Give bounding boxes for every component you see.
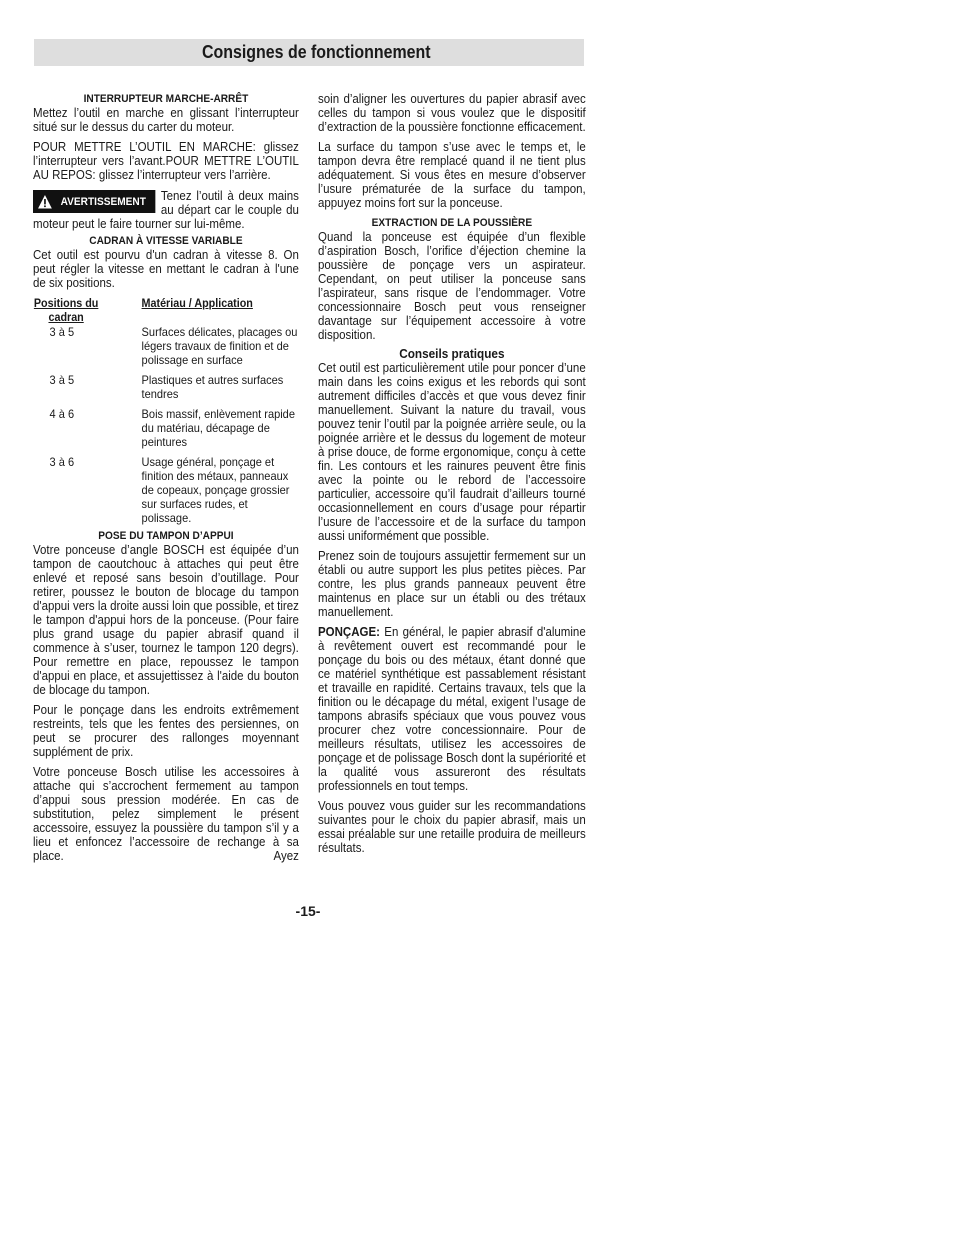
switch-paragraph: Mettez l’outil en marche en glissant l’interrupteur situé sur le dessus du carter du moteur.	[33, 106, 299, 134]
table-cell-application: Surfaces délicates, placages ou légers travaux de finition et de polissage en surface	[141, 325, 298, 367]
backing-pad-paragraph: Pour le ponçage dans les endroits extrêmement restreints, tels que les fentes des persiennes, on peut se procurer des rallonges moyennant supplément de prix.	[33, 703, 299, 759]
backing-pad-paragraph: Votre ponceuse d’angle BOSCH est équipée d’un tampon de caoutchouc à attaches qui peut être enlevé et reposé sans besoin d’outillage. Pour retirer, poussez le bouton de blocage du tampon d'appui vers la droite aussi loin que possible, et tirez le tampon d'appui hors de la ponceuse. (Pour faire plus grand usage du papier abrasif quand il commence à s’user, tournez le tampon 120 degrs). Pour remettre en place, repoussez le tampon d'appui en place, et assujettissez à l'aide du bouton de blocage du tampon.	[33, 543, 299, 697]
table-header-positions: Positions du cadran	[33, 297, 99, 324]
table-cell-position: 4 à 6	[49, 407, 75, 421]
table-cell-application: Usage général, ponçage et finition des métaux, panneaux de copeaux, ponçage grossier sur surfaces rudes, et polissage.	[141, 455, 290, 525]
tips-paragraph: Prenez soin de toujours assujettir fermement sur un établi ou autre support les plus petites pièces. Par contre, les plus grands panneaux peuvent être maintenus en place sur un établi ou des trétaux manuellement.	[318, 549, 586, 619]
speed-dial-intro: Cet outil est pourvu d'un cadran à vitesse 8. On peut régler la vitesse en mettant le cadran à l'une de six positions.	[33, 248, 299, 290]
sanding-text: En général, le papier abrasif d'alumine à revêtement ouvert est recommandé pour le ponçage du bois ou des métaux, étant donné que ce matériel synthétique est passablement résistant et travaille en rapidité. Certains travaux, tels que la finition ou le décapage du métal, exigent l’usage de tampons abrasifs spéciaux que vous pouvez vous procurer chez votre concessionnaire. Pour de meilleurs résultats, utilisez les accessoires de ponçage et de polissage Bosch dont la supériorité et la qualité vous assureront des résultats professionnels en tout temps.	[318, 625, 586, 793]
speed-dial-heading: CADRAN À VITESSE VARIABLE	[89, 235, 243, 247]
switch-heading: INTERRUPTEUR MARCHE-ARRÊT	[83, 93, 249, 105]
pad-wear-paragraph: La surface du tampon s’use avec le temps et, le tampon devra être remplacé quand il ne tient plus adéquatement. Si vous êtes en mesure d’observer l’usure prématurée de la surface du tampon, appuyez moins fort sur la ponceuse.	[318, 140, 586, 210]
table-cell-position: 3 à 6	[49, 455, 75, 469]
backing-pad-heading: POSE DU TAMPON D’APPUI	[98, 530, 234, 542]
title-bar	[34, 39, 584, 66]
speed-dial-table	[33, 297, 299, 525]
page-number: -15-	[295, 903, 321, 919]
table-header-application: Matériau / Application	[141, 297, 253, 310]
table-row	[33, 325, 299, 367]
switch-paragraph: POUR METTRE L’OUTIL EN MARCHE: glissez l’interrupteur vers l’avant.POUR METTRE L’OUTIL AU REPOS: glissez l’interrupteur vers l’arrière.	[33, 140, 299, 182]
continued-paragraph: soin d’aligner les ouvertures du papier abrasif avec celles du tampon si vous voulez que le dispositif d’extraction de la poussière fonctionne efficacement.	[318, 92, 586, 134]
right-column	[318, 92, 586, 855]
table-header	[33, 297, 299, 325]
dust-extraction-heading: EXTRACTION DE LA POUSSIÈRE	[371, 217, 533, 229]
warning-block	[33, 189, 299, 231]
table-cell-application: Plastiques et autres surfaces tendres	[141, 373, 284, 401]
dust-extraction-paragraph: Quand la ponceuse est équipée d’un flexible d’aspiration Bosch, l’orifice d’éjection chemine la poussière de ponçage vers un aspirateur. Cependant, on peut utiliser la ponceuse sans l’aspirateur, sans risque de l’endommager. Votre concessionnaire Bosch peut vous renseigner davantage sur l’équipement accessoire à votre disposition.	[318, 230, 586, 342]
warning-badge	[33, 190, 155, 213]
sanding-paragraph	[318, 625, 586, 793]
page-title: Consignes de fonctionnement	[202, 42, 431, 62]
sanding-label: PONÇAGE:	[318, 625, 380, 639]
backing-pad-paragraph: Votre ponceuse Bosch utilise les accessoires à attache qui s’accrochent fermement au tampon d’appui sous pression modérée. En cas de substitution, pelez simplement le présent accessoire, essuyez la poussière du tampon s’il y a lieu et enfoncez l’accessoire de rechange à sa place. Ayez	[33, 765, 299, 863]
closing-paragraph: Vous pouvez vous guider sur les recommandations suivantes pour le choix du papier abrasif, mais un essai préalable sur une retaille produira de meilleurs résultats.	[318, 799, 586, 855]
tips-paragraph: Cet outil est particulièrement utile pour poncer d’une main dans les coins exigus et les rebords qui sont autrement difficiles d’accès et que vous devez finir manuellement. Suivant la nature du travail, vous pouvez tenir l’outil par la poignée arrière seule, ou la poignée arrière et le dessus du logement de moteur à prise douce, de forme ergonomique, conçu à cette fin. Les contours et les rainures peuvent être finis avec la pointe ou le rebord de l’accessoire particulier, accessoire qu’il faudrait d’ailleurs tourné occasionnellement en cours d’usage pour répartir l’usure de l’accessoire et de la surface du tampon aussi uniformément que possible.	[318, 361, 586, 543]
table-cell-application: Bois massif, enlèvement rapide du matériau, décapage de peintures	[141, 407, 295, 449]
left-column	[33, 92, 299, 863]
table-cell-position: 3 à 5	[49, 325, 75, 339]
table-row	[33, 455, 299, 525]
table-row	[33, 407, 299, 449]
warning-label: AVERTISSEMENT	[60, 195, 146, 208]
warning-triangle-icon	[38, 194, 53, 209]
warning-text: Tenez l’outil à deux mains au départ car le couple du moteur peut le faire tourner sur lui-même.	[33, 189, 299, 231]
tips-heading: Conseils pratiques	[399, 346, 505, 361]
table-row	[33, 373, 299, 401]
table-cell-position: 3 à 5	[49, 373, 75, 387]
